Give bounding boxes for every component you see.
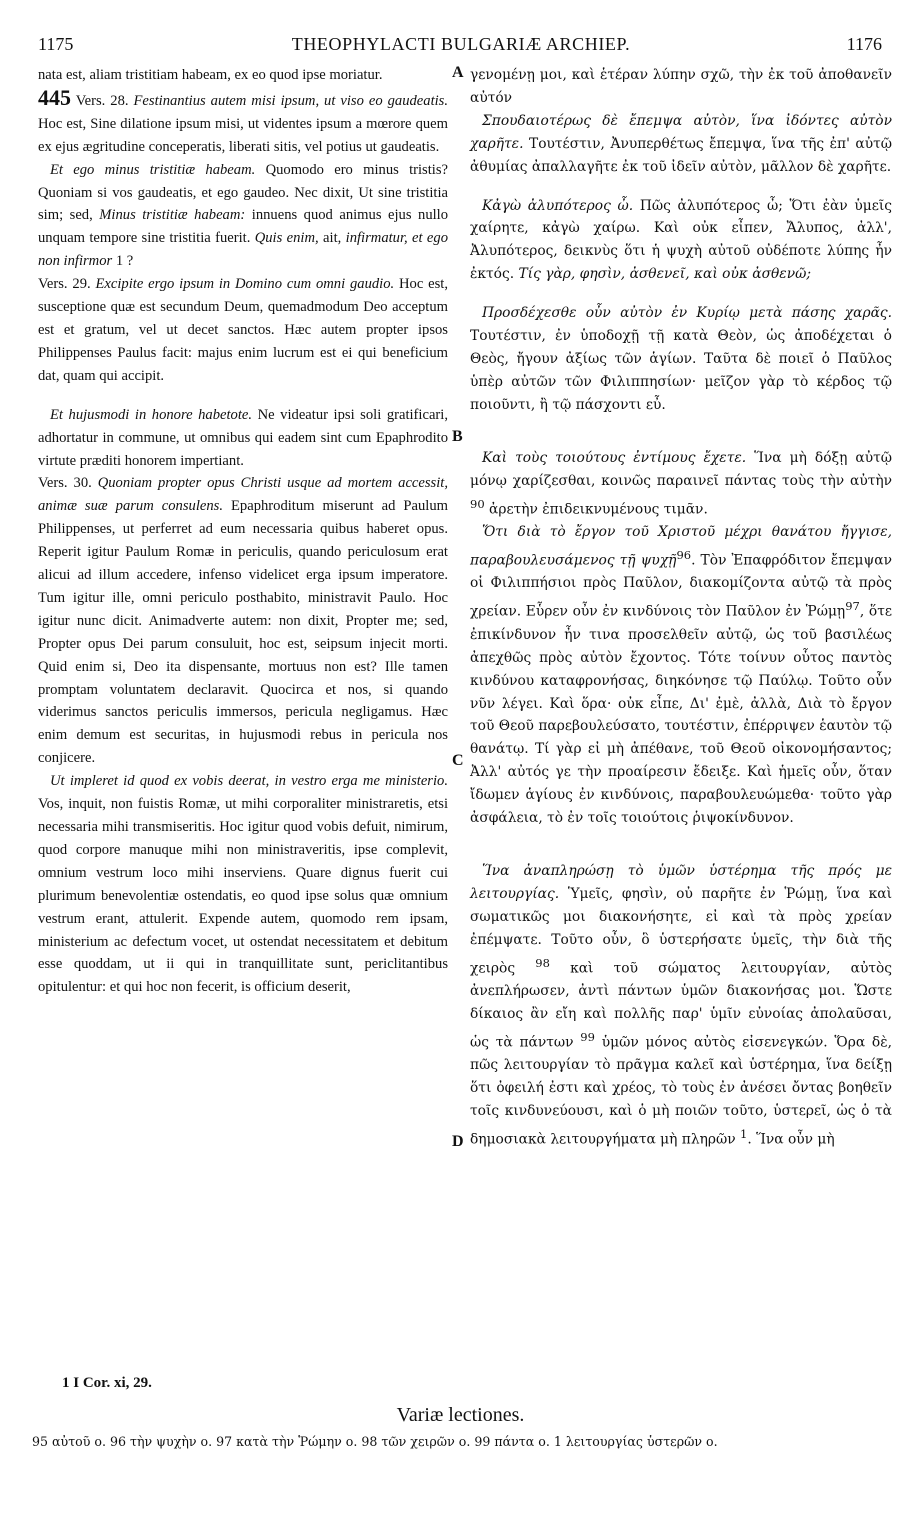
- greek-paragraph-4: Προσδέχεσθε οὖν αὐτὸν ἐν Κυρίῳ μετὰ πάσης χαρᾶς. Τουτέστιν, ἐν ὑποδοχῇ τῇ κατὰ Θεὸν, ὡς ἀποδέχεται ὁ Θεὸς, ἤγουν ἀξίως τῶν ἁγίων. Ταῦτα δὲ ποιεῖ ὁ Παῦλος ὑπὲρ αὐτῶν τῶν Φιλιππησίων· μεῖζον γὰρ τὸ κέρδος τῷ ποιοῦντι, ἢ τῷ πάσχοντι εὖ.: [470, 305, 892, 413]
- footnote: 1 I Cor. xi, 29.: [62, 1375, 152, 1391]
- latin-paragraph-1: nata est, aliam tristitiam habeam, ex eo quod ipse moriatur.: [38, 67, 383, 83]
- greek-paragraph-7: Ἵνα ἀναπληρώσῃ τὸ ὑμῶν ὑστέρημα τῆς πρός με λειτουργίας. Ὑμεῖς, φησὶν, οὐ παρῆτε ἐν Ῥώμῃ, ἵνα καὶ σωματικῶς μοι διακονήσητε, εἰ καὶ τὰ πρὸς χρείαν ἐπέμψατε. Τοῦτο οὖν, ὃ ὑστερήσατε ὑμεῖς, τὴν διὰ τῆς χειρὸς $^{98}$ καὶ τοῦ σώματος λειτουργίαν, αὐτὸς ἀνεπλήρωσεν, ἀντὶ πάντων ὑμῶν διακονήσας μοι. Ὥστε δίκαιος ἂν εἴη καὶ πολλῆς παρ' ὑμῖν εὐνοίας ἀπολαῦσαι, ὡς τὰ πάντων $^{99}$ ὑμῶν μόνος αὐτὸς εἰσενεγκών. Ὅρα δὲ, πῶς λειτουργίαν τὸ πρᾶγμα καλεῖ καὶ ὑστέρημα, ἵνα δείξῃ ὅτι ὀφειλή ἐστι καὶ χρέος, τὸ τοὺς ἐν ἀνέσει ὄντας βοηθεῖν τοῖς κινδυνεύουσι, καὶ ὁ μὴ ποιῶν τοῦτο, ὑστερεῖ, ὡς ὁ τὰ δημοσιακὰ λειτουργήματα μὴ πληρῶν $^1$. Ἵνα οὖν μὴ: [470, 862, 893, 1148]
- lemma: Et ego minus tristitiæ habeam.: [50, 161, 256, 178]
- variae-lectiones-text: 95 αὐτοῦ ο. 96 τὴν ψυχὴν ο. 97 κατὰ τὴν Ῥώμην ο. 98 τῶν χειρῶν ο. 99 πάντα ο. 1 λειτουργίας ὑστερῶν ο.: [32, 1434, 718, 1449]
- lemma: Festinantius autem misi ipsum, ut viso eo gaudeatis.: [133, 92, 449, 109]
- lemma: Καὶ τοὺς τοιούτους ἐντίμους ἔχετε.: [482, 449, 747, 466]
- lemma: Quoniam propter opus Christi usque ad mortem accessit, animæ suæ parum consulens.: [38, 475, 448, 515]
- lemma: Κἀγὼ ἀλυπότερος ὦ.: [482, 197, 634, 214]
- page-header: [30, 34, 892, 58]
- left-column-number: 1175: [38, 34, 74, 54]
- lemma: Προσδέχεσθε οὖν αὐτὸν ἐν Κυρίῳ μετὰ πάσης χαρᾶς.: [482, 305, 892, 322]
- lemma: Ut impleret id quod ex vobis deerat, in vestro erga me ministerio.: [50, 773, 448, 790]
- greek-paragraph-5: Καὶ τοὺς τοιούτους ἐντίμους ἔχετε. Ἵνα μὴ δόξῃ αὐτῷ μόνῳ χαρίζεσθαι, κοινῶς παραινεῖ πάντας τοὺς τὴν αὐτὴν $^{90}$ ἀρετὴν ἐπιδεικνυμένους τιμᾶν.: [470, 449, 892, 518]
- latin-paragraph-3: Et ego minus tristitiæ habeam. Quomodo ero minus tristis? Quoniam si vos gaudeatis, et ego gaudeo. Nec dixit, Ut sine tristitia sim; sed, Minus tristitiæ habeam: innuens quod animus ejus nullo unquam tempore sine tristitia fuerit. Quis enim, ait, infirmatur, et ego non infirmor 1 ?: [38, 161, 449, 270]
- lemma: Ὅτι διὰ τὸ ἔργον τοῦ Χριστοῦ μέχρι θανάτου ἤγγισε, παραβουλευσάμενος τῇ ψυχῇ: [470, 524, 892, 569]
- lemma: Σπουδαιοτέρως δὲ ἔπεμψα αὐτὸν, ἵνα ἰδόντες αὐτὸν χαρῆτε.: [470, 112, 892, 152]
- margin-letter-c: C: [452, 752, 464, 769]
- latin-paragraph-4: Vers. 29. Excipite ergo ipsum in Domino cum omni gaudio. Hoc est, susceptione quæ est secundum Deum, quemadmodum Deo acceptum est et gratum, vel ut decet sanctos. Hæc autem propter ipsos Philippenses Paulus facit: majus enim lucrum est ei qui beneficium dat, quam qui accipit.: [38, 276, 448, 384]
- greek-paragraph-6: Ὅτι διὰ τὸ ἔργον τοῦ Χριστοῦ μέχρι θανάτου ἤγγισε, παραβουλευσάμενος τῇ ψυχῇ$^{96}$. Τὸν Ἐπαφρόδιτον ἔπεμψαν οἱ Φιλιππήσιοι πρὸς Παῦλον, διακομίζοντα αὐτῷ τὰ πρὸς χρείαν. Εὗρεν οὖν ἐν κινδύνοις τὸν Παῦλον ἐν Ῥώμῃ$^{97}$, ὅτε ἐπικίνδυνον ἦν τινα προσελθεῖν αὐτῷ, ὡς τοῦ βασιλέως ἀπεχθῶς πρὸς αὐτὸν ἔχοντος. Τότε τοίνυν οὗτος παντὸς κινδύνου καταφρονήσας, διηκόνησε τῷ Παύλῳ. Τοῦτο οὖν νῦν λέγει. Καὶ ὅρα· οὐκ εἶπε, Δι' ἐμὲ, ἀλλὰ, Διὰ τὸ ἔργον τοῦ Θεοῦ παρεβουλεύσατο, τουτέστιν, ἐπέρριψεν ἑαυτὸν τῷ θανάτῳ. Τί γὰρ εἰ μὴ ἀπέθανε, τοῦ Θεοῦ οἰκονομήσαντος; Ἀλλ' αὐτός γε τὴν προαίρεσιν ἔδειξε. Καὶ ἡμεῖς οὖν, ὅταν ἴδωμεν ἁγίους ἐν κινδύνοις, παραβουλευώμεθα· τοῦτο γὰρ ἀσφάλεια, τὸ ἐν τοῖς τοιούτοις ῥιψοκίνδυνον.: [470, 524, 893, 827]
- latin-paragraph-7: Ut impleret id quod ex vobis deerat, in vestro erga me ministerio. Vos, inquit, non fuistis Romæ, ut mihi corporaliter ministraretis, etsi necessaria mihi transmiseritis. Hoc igitur quod vobis defuit, nimirum, quod corpore manuque mihi non ministraveritis, ipse complevit, omnium vestrum loco mihi inserviens. Quare dignus fuerit cui plurimum benevolentiæ ostendatis, eo quod ipse solus quæ omnium vestrum erant, attulerit. Expende autem, quomodo rem ipsam, ministerium ac defectum vocet, ut ostendat necessitatem et debitum esse quoddam, ut ii qui in tranquillitate sunt, periclitantibus opitulentur: et qui hoc non fecerit, is officium deserit,: [38, 773, 448, 996]
- latin-paragraph-2: 445 Vers. 28. Festinantius autem misi ipsum, ut viso eo gaudeatis. Hoc est, Sine dilatione ipsum misi, ut videntes ipsum a mœrore quem ex ejus ægritudine conceperatis, liberati sitis, vel potius ut gaudeatis.: [38, 84, 449, 155]
- margin-letter-d: D: [452, 1133, 464, 1150]
- right-column-number: 1176: [846, 34, 882, 54]
- running-title: THEOPHYLACTI BULGARIÆ ARCHIEP.: [291, 34, 631, 54]
- variae-lectiones-heading: Variæ lectiones.: [396, 1404, 525, 1426]
- section-number: 445: [38, 84, 71, 110]
- lemma: Ἵνα ἀναπληρώσῃ τὸ ὑμῶν ὑστέρημα τῆς πρός με λειτουργίας.: [470, 862, 892, 902]
- latin-paragraph-5: Et hujusmodi in honore habetote. Ne videatur ipsi soli gratificari, adhortatur in commune, ut omnibus qui eadem sint cum Epaphrodito virtute præditi honorem impertiant.: [38, 406, 448, 469]
- greek-column: [470, 64, 892, 1152]
- margin-letter-b: B: [452, 428, 463, 445]
- latin-paragraph-6: Vers. 30. Quoniam propter opus Christi usque ad mortem accessit, animæ suæ parum consulens. Epaphroditum miserunt ad Paulum Philippenses, ut perferret ad eum necessaria quibus haberet opus. Reperit igitur Paulum Romæ in periculis, quando periculosum erat alicui ad illum accedere, infenso videlicet erga ipsum imperatore. Tum igitur ille, omni periculo posthabito, ministravit Paulo. Hoc igitur nunc dicit. Animadverte autem: non dixit, Propter me; sed, Propter opus Dei parum consuluit, hoc est, seipsum injecit morti. Quid enim si, Deo ita dispensante, mortuus non est? Ille tamen promptam voluntatem declaravit. Quocirca et nos, si quando viderimus sanctos periculis immersos, pericula negligamus. Hæc enim demum est securitas, in hujusmodi rebus in pericula nos conjicere.: [38, 475, 448, 767]
- lemma: Et hujusmodi in honore habetote.: [50, 406, 253, 423]
- margin-letter-a: A: [452, 64, 464, 81]
- greek-paragraph-2: Σπουδαιοτέρως δὲ ἔπεμψα αὐτὸν, ἵνα ἰδόντες αὐτὸν χαρῆτε. Τουτέστιν, Ἀνυπερθέτως ἔπεμψα, ἵνα τῆς ἐπ' αὐτῷ ἀθυμίας ἀπαλλαγῆτε ἐκ τοῦ ἰδεῖν αὐτὸν, μᾶλλον δὲ χαρῆτε.: [470, 112, 892, 175]
- lemma: Excipite ergo ipsum in Domino cum omni gaudio.: [95, 276, 395, 293]
- greek-paragraph-3: Κἀγὼ ἀλυπότερος ὦ. Πῶς ἀλυπότερος ὦ; Ὅτι ἐὰν ὑμεῖς χαίρητε, κἀγὼ χαίρω. Καὶ οὐκ εἶπεν, Ἄλυπος, ἀλλ', Ἀλυπότερος, δεικνὺς ὅτι ἡ ψυχὴ αὐτοῦ οὐδέποτε λύπης ἦν ἐκτός. Τίς γὰρ, φησὶν, ἀσθενεῖ, καὶ οὐκ ἀσθενῶ;: [470, 197, 893, 283]
- latin-column: [38, 64, 448, 999]
- greek-paragraph-1: γενομένῃ μοι, καὶ ἑτέραν λύπην σχῶ, τὴν ἐκ τοῦ ἀποθανεῖν αὐτόν: [470, 67, 892, 106]
